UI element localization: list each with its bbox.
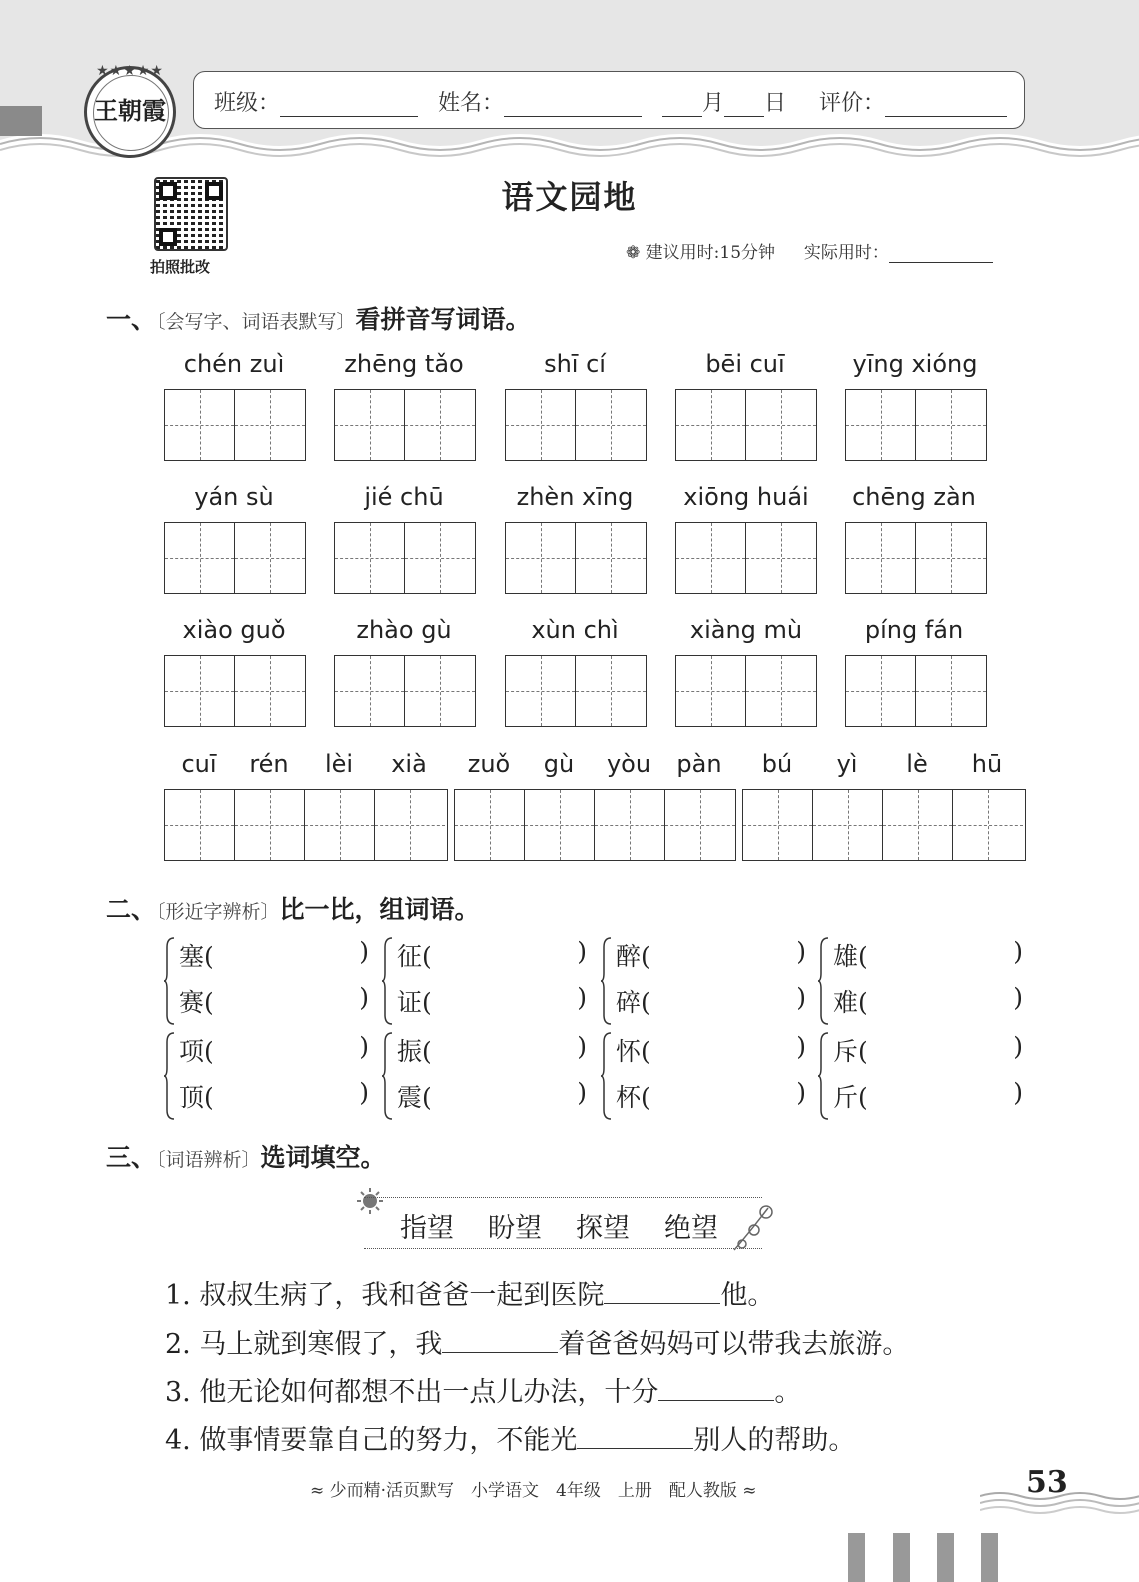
brace-icon xyxy=(381,937,393,1025)
compare-row[interactable] xyxy=(179,1032,369,1068)
pinyin-label: pàn xyxy=(676,750,722,778)
edge-mark xyxy=(848,1533,865,1582)
word-option: 盼望 xyxy=(488,1213,542,1244)
writing-grid[interactable] xyxy=(334,389,476,461)
writing-grid[interactable] xyxy=(505,655,647,727)
writing-grid[interactable] xyxy=(845,655,987,727)
brace-icon xyxy=(817,1032,829,1120)
writing-grid[interactable] xyxy=(164,389,306,461)
compare-pair xyxy=(600,1030,810,1124)
pinyin-label: rén xyxy=(249,750,289,778)
section2-tag: 〔形近字辨析〕 xyxy=(156,901,280,923)
pinyin-label: xùn chì xyxy=(531,616,619,644)
pinyin-label: lèi xyxy=(324,750,354,778)
brace-icon xyxy=(381,1032,393,1120)
section1-tag: 〔会写字、词语表默写〕 xyxy=(156,311,356,333)
compare-char: 雄( xyxy=(833,942,868,971)
name-blank[interactable] xyxy=(504,92,642,117)
word-option: 绝望 xyxy=(664,1213,718,1244)
pinyin-label: shī cí xyxy=(544,350,606,378)
compare-row[interactable] xyxy=(179,937,369,973)
close-paren: ) xyxy=(359,983,369,1012)
pinyin-label: bēi cuī xyxy=(705,350,785,378)
section3-heading xyxy=(106,1138,386,1174)
pinyin-label: bú xyxy=(761,750,793,778)
pinyin-label: zhào gù xyxy=(356,616,452,644)
close-paren: ) xyxy=(577,983,587,1012)
writing-grid[interactable] xyxy=(675,655,817,727)
sentence-text: 2. 马上就到寒假了，我 xyxy=(165,1329,443,1360)
compare-char: 振( xyxy=(397,1037,432,1066)
class-field[interactable] xyxy=(214,86,418,117)
compare-char: 证( xyxy=(397,988,432,1017)
compare-row[interactable] xyxy=(397,1032,587,1068)
student-info-bar xyxy=(193,71,1025,129)
sentence-text: 别人的帮助。 xyxy=(693,1425,856,1456)
close-paren: ) xyxy=(359,1032,369,1061)
answer-blank[interactable] xyxy=(604,1275,720,1304)
date-field[interactable] xyxy=(662,86,786,117)
sentence-text: 3. 他无论如何都想不出一点儿办法，十分 xyxy=(165,1377,659,1408)
sentence-text: 着爸爸妈妈可以带我去旅游。 xyxy=(558,1329,910,1360)
compare-pair xyxy=(817,1030,1027,1124)
compare-char: 顶( xyxy=(179,1083,214,1112)
compare-row[interactable] xyxy=(397,937,587,973)
close-paren: ) xyxy=(577,1032,587,1061)
section2-number: 二、 xyxy=(106,895,157,924)
close-paren: ) xyxy=(1013,983,1023,1012)
brace-icon xyxy=(600,937,612,1025)
time-hint xyxy=(626,238,993,263)
writing-grid[interactable] xyxy=(845,389,987,461)
pinyin-label: lè xyxy=(906,750,928,778)
writing-grid[interactable] xyxy=(845,522,987,594)
section3-title: 选词填空。 xyxy=(260,1143,386,1172)
fill-sentence xyxy=(165,1322,909,1361)
compare-char: 难( xyxy=(833,988,868,1017)
compare-char: 怀( xyxy=(616,1037,651,1066)
edge-mark xyxy=(893,1533,910,1582)
close-paren: ) xyxy=(796,1032,806,1061)
word-bank xyxy=(364,1197,762,1249)
brand-logo xyxy=(84,63,176,158)
section3-number: 三、 xyxy=(106,1143,157,1172)
brace-icon xyxy=(817,937,829,1025)
section2-heading xyxy=(106,890,480,926)
page-number: 53 xyxy=(1026,1465,1068,1500)
compare-char: 项( xyxy=(179,1037,214,1066)
class-label: 班级： xyxy=(214,91,281,116)
pinyin-label: yòu xyxy=(606,750,652,778)
name-field[interactable] xyxy=(438,86,642,117)
pinyin-label: yì xyxy=(836,750,858,778)
side-tab-marker xyxy=(0,106,42,136)
qr-corner xyxy=(159,228,177,246)
close-paren: ) xyxy=(1013,1032,1023,1061)
compare-char: 斥( xyxy=(833,1037,868,1066)
brace-icon xyxy=(163,937,175,1025)
compare-pair xyxy=(381,935,591,1029)
compare-pair xyxy=(163,1030,373,1124)
compare-char: 杯( xyxy=(616,1083,651,1112)
word-option: 探望 xyxy=(576,1213,630,1244)
close-paren: ) xyxy=(359,1078,369,1107)
pinyin-label: zuǒ xyxy=(467,750,511,778)
writing-grid[interactable] xyxy=(505,389,647,461)
compare-pair xyxy=(381,1030,591,1124)
day-blank[interactable] xyxy=(724,92,764,117)
section1-title: 看拼音写词语。 xyxy=(355,305,531,334)
writing-grid[interactable] xyxy=(164,655,306,727)
pinyin-label: zhēng tǎo xyxy=(344,350,464,378)
name-label: 姓名： xyxy=(438,91,505,116)
fill-sentence xyxy=(165,1273,774,1312)
compare-char: 征( xyxy=(397,942,432,971)
pinyin-label: xià xyxy=(391,750,427,778)
pinyin-label: xiōng huái xyxy=(683,483,809,511)
close-paren: ) xyxy=(577,937,587,966)
compare-char: 赛( xyxy=(179,988,214,1017)
pinyin-label: píng fán xyxy=(864,616,964,644)
class-blank[interactable] xyxy=(280,92,418,117)
pinyin-label: gù xyxy=(543,750,575,778)
compare-row[interactable] xyxy=(179,1078,369,1114)
writing-grid[interactable] xyxy=(334,655,476,727)
edge-mark xyxy=(981,1533,998,1582)
compare-pair xyxy=(817,935,1027,1029)
compare-row[interactable] xyxy=(833,937,1023,973)
section1-number: 一、 xyxy=(106,305,157,334)
pinyin-label: chén zuì xyxy=(183,350,285,378)
clock-icon: ❁ xyxy=(626,243,641,263)
writing-grid[interactable] xyxy=(742,789,1026,861)
evaluation-blank[interactable] xyxy=(885,92,1007,117)
sentence-text: 他。 xyxy=(720,1280,775,1311)
month-blank[interactable] xyxy=(662,92,702,117)
close-paren: ) xyxy=(796,937,806,966)
compare-char: 醉( xyxy=(616,942,651,971)
close-paren: ) xyxy=(577,1078,587,1107)
day-label: 日 xyxy=(764,91,787,116)
pinyin-label: xiàng mù xyxy=(689,616,803,644)
actual-time-blank[interactable] xyxy=(889,244,993,263)
evaluation-label: 评价： xyxy=(819,91,886,116)
writing-grid[interactable] xyxy=(675,389,817,461)
compare-char: 碎( xyxy=(616,988,651,1017)
section1-heading xyxy=(106,300,531,336)
footer-series: ≈ 少而精·活页默写 小学语文 4年级 上册 配人教版 ≈ xyxy=(310,1481,757,1501)
suggested-time: 建议用时:15分钟 xyxy=(645,243,776,263)
pinyin-label: zhèn xīng xyxy=(516,483,634,511)
month-label: 月 xyxy=(702,91,725,116)
writing-grid[interactable] xyxy=(164,522,306,594)
compare-row[interactable] xyxy=(616,1032,806,1068)
compare-char: 震( xyxy=(397,1083,432,1112)
close-paren: ) xyxy=(796,983,806,1012)
logo-stars-icon: ★★★★★ xyxy=(96,63,164,79)
pinyin-label: chēng zàn xyxy=(852,483,976,511)
answer-blank[interactable] xyxy=(658,1372,774,1401)
footer-wave-decoration xyxy=(980,1488,1139,1518)
compare-row[interactable] xyxy=(833,983,1023,1019)
compare-row[interactable] xyxy=(179,983,369,1019)
word-option: 指望 xyxy=(400,1213,454,1244)
answer-blank[interactable] xyxy=(442,1324,558,1353)
compare-row[interactable] xyxy=(616,983,806,1019)
sentence-text: 1. 叔叔生病了，我和爸爸一起到医院 xyxy=(165,1280,605,1311)
edge-mark xyxy=(937,1533,954,1582)
pinyin-label: cuī xyxy=(181,750,217,778)
compare-row[interactable] xyxy=(833,1032,1023,1068)
compare-pair xyxy=(163,935,373,1029)
brace-icon xyxy=(163,1032,175,1120)
brace-icon xyxy=(600,1032,612,1120)
compare-pair xyxy=(600,935,810,1029)
sentence-text: 4. 做事情要靠自己的努力，不能光 xyxy=(165,1425,578,1456)
fill-sentence xyxy=(165,1370,801,1409)
answer-blank[interactable] xyxy=(577,1420,693,1449)
writing-grid[interactable] xyxy=(454,789,736,861)
compare-row[interactable] xyxy=(833,1078,1023,1114)
compare-row[interactable] xyxy=(616,937,806,973)
compare-char: 斤( xyxy=(833,1083,868,1112)
pinyin-label: jié chū xyxy=(364,483,444,511)
close-paren: ) xyxy=(796,1078,806,1107)
sentence-text: 。 xyxy=(774,1377,802,1408)
pinyin-label: hū xyxy=(971,750,1003,778)
pinyin-label: yīng xióng xyxy=(852,350,978,378)
pinyin-label: xiào guǒ xyxy=(182,616,286,644)
evaluation-field[interactable] xyxy=(819,86,1007,117)
logo-text: 王朝霞 xyxy=(94,96,166,125)
section3-tag: 〔词语辨析〕 xyxy=(156,1149,261,1171)
close-paren: ) xyxy=(359,937,369,966)
writing-grid[interactable] xyxy=(334,522,476,594)
close-paren: ) xyxy=(1013,937,1023,966)
fill-sentence xyxy=(165,1418,855,1457)
actual-time-label: 实际用时： xyxy=(803,243,889,263)
qr-label: 拍照批改 xyxy=(150,258,211,276)
section2-title: 比一比，组词语。 xyxy=(279,895,480,924)
compare-char: 塞( xyxy=(179,942,214,971)
close-paren: ) xyxy=(1013,1078,1023,1107)
writing-grid[interactable] xyxy=(164,789,448,861)
compare-row[interactable] xyxy=(616,1078,806,1114)
writing-grid[interactable] xyxy=(675,522,817,594)
pinyin-label: yán sù xyxy=(194,483,274,511)
compare-row[interactable] xyxy=(397,983,587,1019)
compare-row[interactable] xyxy=(397,1078,587,1114)
page-title: 语文园地 xyxy=(501,178,638,216)
writing-grid[interactable] xyxy=(505,522,647,594)
flower-decoration-icon xyxy=(728,1200,780,1256)
